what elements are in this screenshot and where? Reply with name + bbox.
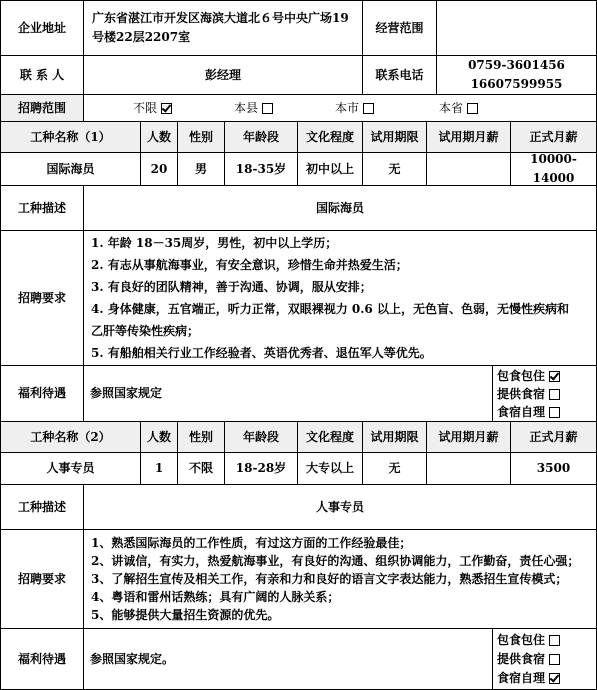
col-education: 文化程度 (297, 421, 363, 453)
col-education: 文化程度 (297, 121, 363, 153)
job2-desc-label: 工种描述 (0, 484, 84, 530)
range-option-county[interactable]: 本县 (234, 99, 273, 118)
col-trial-salary: 试用期月薪 (426, 421, 511, 453)
phone-2: 16607599955 (470, 77, 563, 91)
col-count: 人数 (140, 421, 178, 453)
job1-gender: 男 (177, 152, 225, 186)
col-trial-salary: 试用期月薪 (426, 121, 511, 153)
job2-count: 1 (140, 452, 178, 485)
phone-value (436, 55, 597, 95)
recruit-range-options (83, 94, 597, 122)
job2-salary: 3500 (510, 452, 597, 485)
col-job-name-1: 工种名称（1） (0, 121, 141, 153)
job1-desc-value: 国际海员 (83, 185, 597, 231)
job1-welfare-value: 参照国家规定 (83, 365, 493, 422)
job2-trial-salary (426, 452, 511, 485)
job2-welfare-options (492, 628, 597, 690)
job2-welfare-value: 参照国家规定。 (83, 628, 493, 690)
range-option-city[interactable]: 本市 (335, 99, 374, 118)
requirement-line: 1、熟悉国际海员的工作性质，有过这方面的工作经验最佳； (91, 536, 412, 550)
requirement-line: 2、讲诚信，有实力，热爱航海事业，有良好的沟通、组织协调能力，工作勤奋，责任心强； (91, 554, 580, 568)
job1-count: 20 (140, 152, 178, 186)
checkbox-checked-icon (161, 103, 172, 114)
requirement-line: 5. 有船舶相关行业工作经验者、英语优秀者、退伍军人等优先。 (91, 346, 432, 360)
checkbox-icon (262, 103, 273, 114)
col-count: 人数 (140, 121, 178, 153)
address-line2: 号楼22层2207室 (92, 30, 191, 44)
requirement-line: 3. 有良好的团队精神，善于沟通、协调，服从安排； (91, 280, 372, 294)
job2-desc-value: 人事专员 (83, 484, 597, 530)
address-line1: 广东省湛江市开发区海滨大道北６号中央广场19 (92, 11, 349, 25)
welfare-option[interactable]: 食宿自理 (497, 669, 560, 688)
requirement-line: 乙肝等传染性疾病； (91, 324, 200, 338)
welfare-option[interactable]: 食宿自理 (497, 403, 560, 421)
requirement-line: 4. 身体健康，五官端正，听力正常，双眼裸视力 0.6 以上，无色盲、色弱，无慢性疾病和 (91, 302, 569, 316)
job2-req-label: 招聘要求 (0, 529, 84, 629)
contact-label: 联 系 人 (0, 55, 84, 95)
welfare-option[interactable]: 提供食宿 (497, 385, 560, 403)
col-trial: 试用期限 (362, 421, 427, 453)
job1-age: 18-35岁 (224, 152, 298, 186)
job1-trial-salary (426, 152, 511, 186)
job2-trial: 无 (362, 452, 427, 485)
job2-requirements (83, 529, 597, 629)
col-job-name-2: 工种名称（2） (0, 421, 141, 453)
phone-label: 联系电话 (362, 55, 437, 95)
checkbox-icon (363, 103, 374, 114)
scope-value (436, 0, 597, 56)
job1-education: 初中以上 (297, 152, 363, 186)
job1-name: 国际海员 (0, 152, 141, 186)
requirement-line: 4、粤语和雷州话熟练；具有广阔的人脉关系； (91, 590, 340, 604)
job1-welfare-label: 福利待遇 (0, 365, 84, 422)
job1-req-label: 招聘要求 (0, 230, 84, 366)
col-trial: 试用期限 (362, 121, 427, 153)
checkbox-icon (549, 635, 560, 646)
phone-1: 0759-3601456 (468, 58, 565, 72)
job1-desc-label: 工种描述 (0, 185, 84, 231)
job1-requirements (83, 230, 597, 366)
checkbox-checked-icon (549, 673, 560, 684)
address-value (83, 0, 363, 56)
col-gender: 性别 (177, 121, 225, 153)
job2-age: 18-28岁 (224, 452, 298, 485)
range-option-province[interactable]: 本省 (439, 99, 478, 118)
col-gender: 性别 (177, 421, 225, 453)
job1-welfare-options (492, 365, 597, 422)
job1-salary: 10000-14000 (510, 152, 597, 186)
col-salary: 正式月薪 (510, 121, 597, 153)
checkbox-icon (549, 407, 560, 418)
address-label: 企业地址 (0, 0, 84, 56)
welfare-option[interactable]: 包食包住 (497, 367, 560, 385)
welfare-option[interactable]: 提供食宿 (497, 650, 560, 669)
requirement-line: 3、了解招生宣传及相关工作，有亲和力和良好的语言文字表达能力，熟悉招生宣传模式； (91, 572, 568, 586)
job2-education: 大专以上 (297, 452, 363, 485)
checkbox-checked-icon (549, 371, 560, 382)
checkbox-icon (467, 103, 478, 114)
requirement-line: 2. 有志从事航海事业，有安全意识，珍惜生命并热爱生活； (91, 258, 408, 272)
requirement-line: 1. 年龄 18－35周岁，男性，初中以上学历； (91, 236, 338, 250)
scope-label: 经营范围 (362, 0, 437, 56)
job2-welfare-label: 福利待遇 (0, 628, 84, 690)
range-option-unlimited[interactable]: 不限 (133, 99, 172, 118)
checkbox-icon (549, 654, 560, 665)
recruit-range-label: 招聘范围 (0, 94, 84, 122)
contact-value: 彭经理 (83, 55, 363, 95)
col-age: 年龄段 (224, 121, 298, 153)
welfare-option[interactable]: 包食包住 (497, 631, 560, 650)
col-salary: 正式月薪 (510, 421, 597, 453)
col-age: 年龄段 (224, 421, 298, 453)
job2-name: 人事专员 (0, 452, 141, 485)
requirement-line: 5、能够提供大量招生资源的优先。 (91, 608, 280, 622)
job1-trial: 无 (362, 152, 427, 186)
job2-gender: 不限 (177, 452, 225, 485)
checkbox-icon (549, 389, 560, 400)
